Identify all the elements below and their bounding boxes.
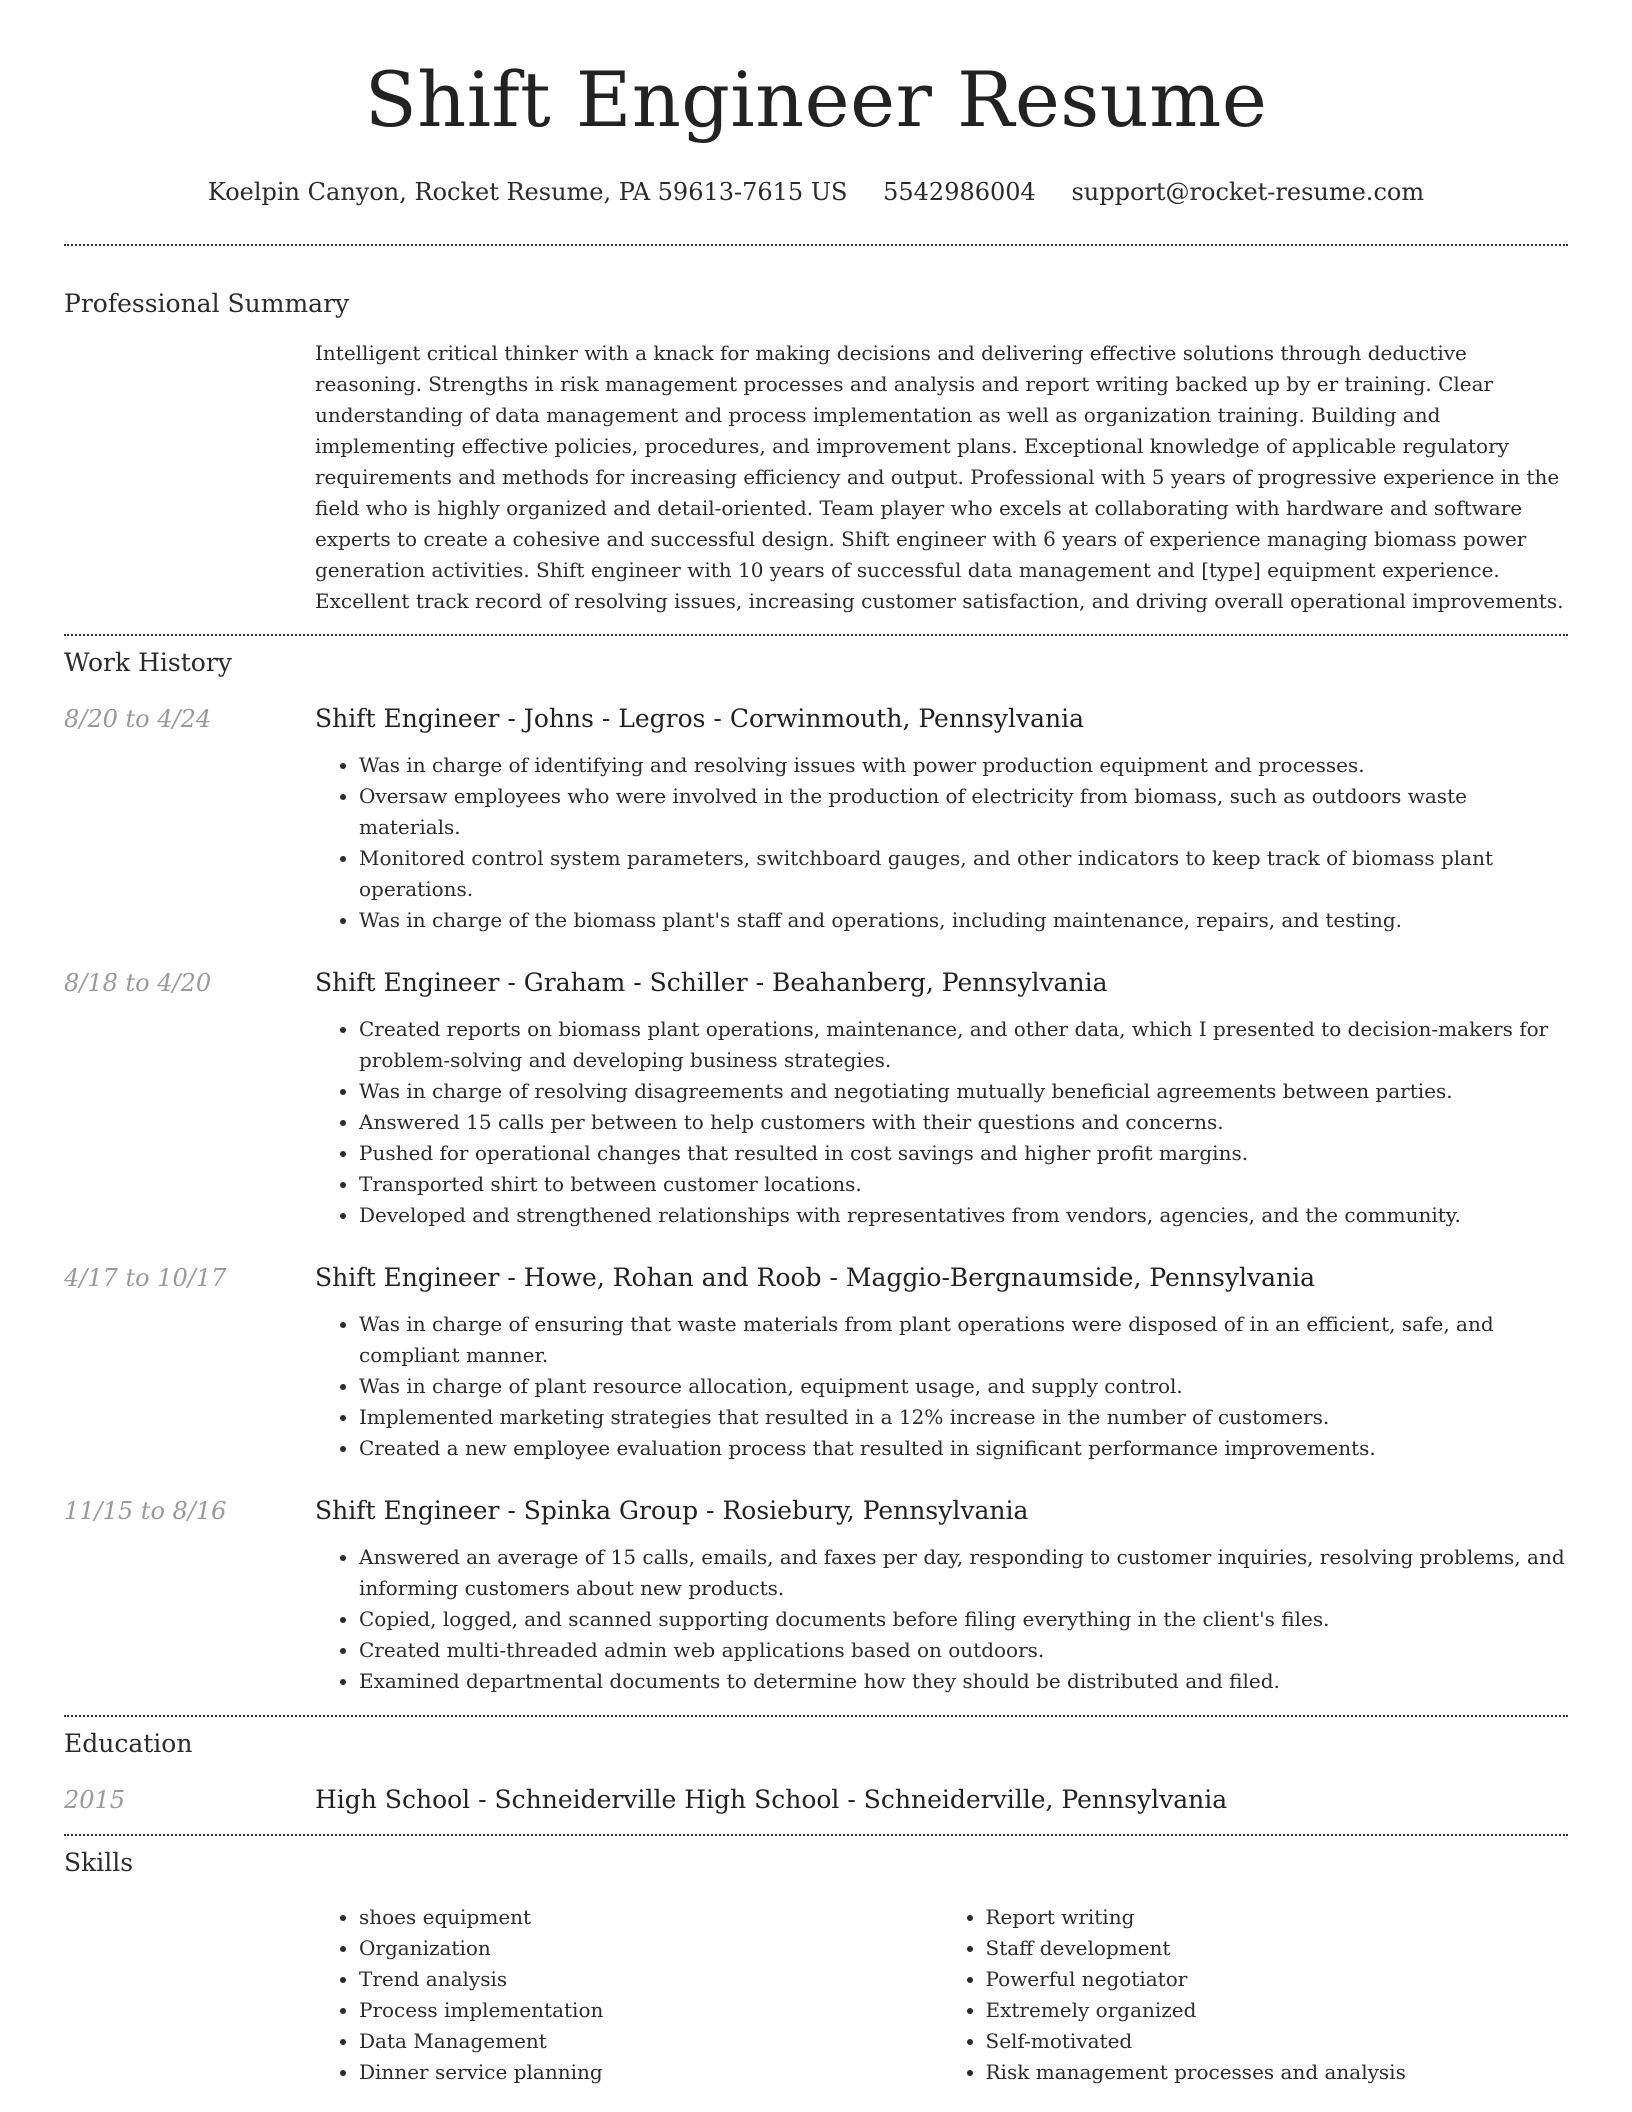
list-item: • Was in charge of plant resource allocation, equipment usage, and supply control. (359, 1371, 1568, 1402)
summary-text: Intelligent critical thinker with a knack for making decisions and delivering effective solutions through deductive reasoning. Strengths in risk management processes and analysis and report writing backed up by er training. Clear understanding of data management and process implementation as well as organization training. Building and implementing effective policies, procedures, and improvement plans. Exceptional knowledge of applicable regulatory requirements and methods for increasing efficiency and output. Professional with 5 years of progressive experience in the field who is highly organized and detail-oriented. Team player who excels at collaborating with hardware and software experts to create a cohesive and successful design. Shift engineer with 6 years of experience managing biomass power generation activities. Shift engineer with 10 years of successful data management and [type] equipment experience. Excellent track record of resolving issues, increasing customer satisfaction, and driving overall operational improvements. (315, 341, 1564, 613)
list-item: • Developed and strengthened relationships with representatives from vendors, agencies, and the community. (359, 1200, 1568, 1231)
skills-columns (315, 1902, 1568, 2088)
list-item: • Monitored control system parameters, switchboard gauges, and other indicators to keep track of biomass plant operations. (359, 843, 1568, 905)
job-bullets (315, 1014, 1568, 1231)
skill-item: • Process implementation (359, 1995, 942, 2026)
list-item: • Oversaw employees who were involved in the production of electricity from biomass, such as outdoors waste materials. (359, 781, 1568, 843)
skill-item: • shoes equipment (359, 1902, 942, 1933)
section-title-work: Work History (64, 648, 232, 677)
section-title-education: Education (64, 1729, 193, 1758)
job-entry (64, 1494, 1568, 1697)
job-title: Shift Engineer - Johns - Legros - Corwinmouth, Pennsylvania (315, 704, 1085, 733)
job-title: Shift Engineer - Howe, Rohan and Roob - Maggio-Bergnaumside, Pennsylvania (315, 1263, 1316, 1292)
skills-list-right (942, 1902, 1569, 2088)
job-title: Shift Engineer - Spinka Group - Rosiebury, Pennsylvania (315, 1496, 1029, 1525)
list-item: • Answered an average of 15 calls, emails, and faxes per day, responding to customer inquiries, resolving problems, and informing customers about new products. (359, 1542, 1568, 1604)
list-item: • Was in charge of resolving disagreements and negotiating mutually beneficial agreements between parties. (359, 1076, 1568, 1107)
job-dates: 11/15 to 8/16 (64, 1497, 227, 1525)
contact-email[interactable]: support@rocket-resume.com (1071, 178, 1425, 206)
skill-item: • Report writing (986, 1902, 1569, 1933)
list-item: • Created multi-threaded admin web applications based on outdoors. (359, 1635, 1568, 1666)
list-item: • Pushed for operational changes that resulted in cost savings and higher profit margins. (359, 1138, 1568, 1169)
skill-item: • Dinner service planning (359, 2057, 942, 2088)
education-entry (64, 1783, 1568, 1817)
list-item: • Was in charge of the biomass plant's staff and operations, including maintenance, repairs, and testing. (359, 905, 1568, 936)
contact-phone: 5542986004 (883, 178, 1036, 206)
job-bullets (315, 1542, 1568, 1697)
skill-item: • Self-motivated (986, 2026, 1569, 2057)
job-entry (64, 1261, 1568, 1464)
list-item: • Transported shirt to between customer locations. (359, 1169, 1568, 1200)
job-entry (64, 702, 1568, 936)
skill-item: • Data Management (359, 2026, 942, 2057)
divider (64, 244, 1568, 246)
list-item: • Copied, logged, and scanned supporting documents before filing everything in the client's files. (359, 1604, 1568, 1635)
education-title: High School - Schneiderville High School - Schneiderville, Pennsylvania (315, 1785, 1228, 1814)
job-dates: 8/20 to 4/24 (64, 705, 212, 733)
job-dates: 8/18 to 4/20 (64, 969, 212, 997)
contact-line (64, 176, 1568, 208)
job-bullets (315, 1309, 1568, 1464)
divider (64, 1834, 1568, 1836)
list-item: • Created a new employee evaluation process that resulted in significant performance improvements. (359, 1433, 1568, 1464)
list-item: • Examined departmental documents to determine how they should be distributed and filed. (359, 1666, 1568, 1697)
skill-item: • Trend analysis (359, 1964, 942, 1995)
job-title: Shift Engineer - Graham - Schiller - Beahanberg, Pennsylvania (315, 968, 1108, 997)
divider (64, 634, 1568, 636)
education-year: 2015 (64, 1786, 126, 1814)
divider (64, 1715, 1568, 1717)
section-title-summary: Professional Summary (64, 289, 350, 318)
job-dates: 4/17 to 10/17 (64, 1264, 227, 1292)
skill-item: • Powerful negotiator (986, 1964, 1569, 1995)
summary-row (64, 338, 1568, 617)
job-bullets (315, 750, 1568, 936)
skill-item: • Risk management processes and analysis (986, 2057, 1569, 2088)
section-title-skills: Skills (64, 1848, 134, 1877)
list-item: • Answered 15 calls per between to help customers with their questions and concerns. (359, 1107, 1568, 1138)
list-item: • Implemented marketing strategies that resulted in a 12% increase in the number of customers. (359, 1402, 1568, 1433)
list-item: • Was in charge of identifying and resolving issues with power production equipment and processes. (359, 750, 1568, 781)
skills-row (64, 1902, 1568, 2088)
page-title: Shift Engineer Resume (364, 55, 1268, 144)
skill-item: • Staff development (986, 1933, 1569, 1964)
list-item: • Was in charge of ensuring that waste materials from plant operations were disposed of in an efficient, safe, and compliant manner. (359, 1309, 1568, 1371)
list-item: • Created reports on biomass plant operations, maintenance, and other data, which I presented to decision-makers for problem-solving and developing business strategies. (359, 1014, 1568, 1076)
skill-item: • Organization (359, 1933, 942, 1964)
resume-page (64, 0, 1568, 2088)
skills-list-left (315, 1902, 942, 2088)
contact-address: Koelpin Canyon, Rocket Resume, PA 59613-7615 US (207, 178, 848, 206)
skill-item: • Extremely organized (986, 1995, 1569, 2026)
job-entry (64, 966, 1568, 1231)
